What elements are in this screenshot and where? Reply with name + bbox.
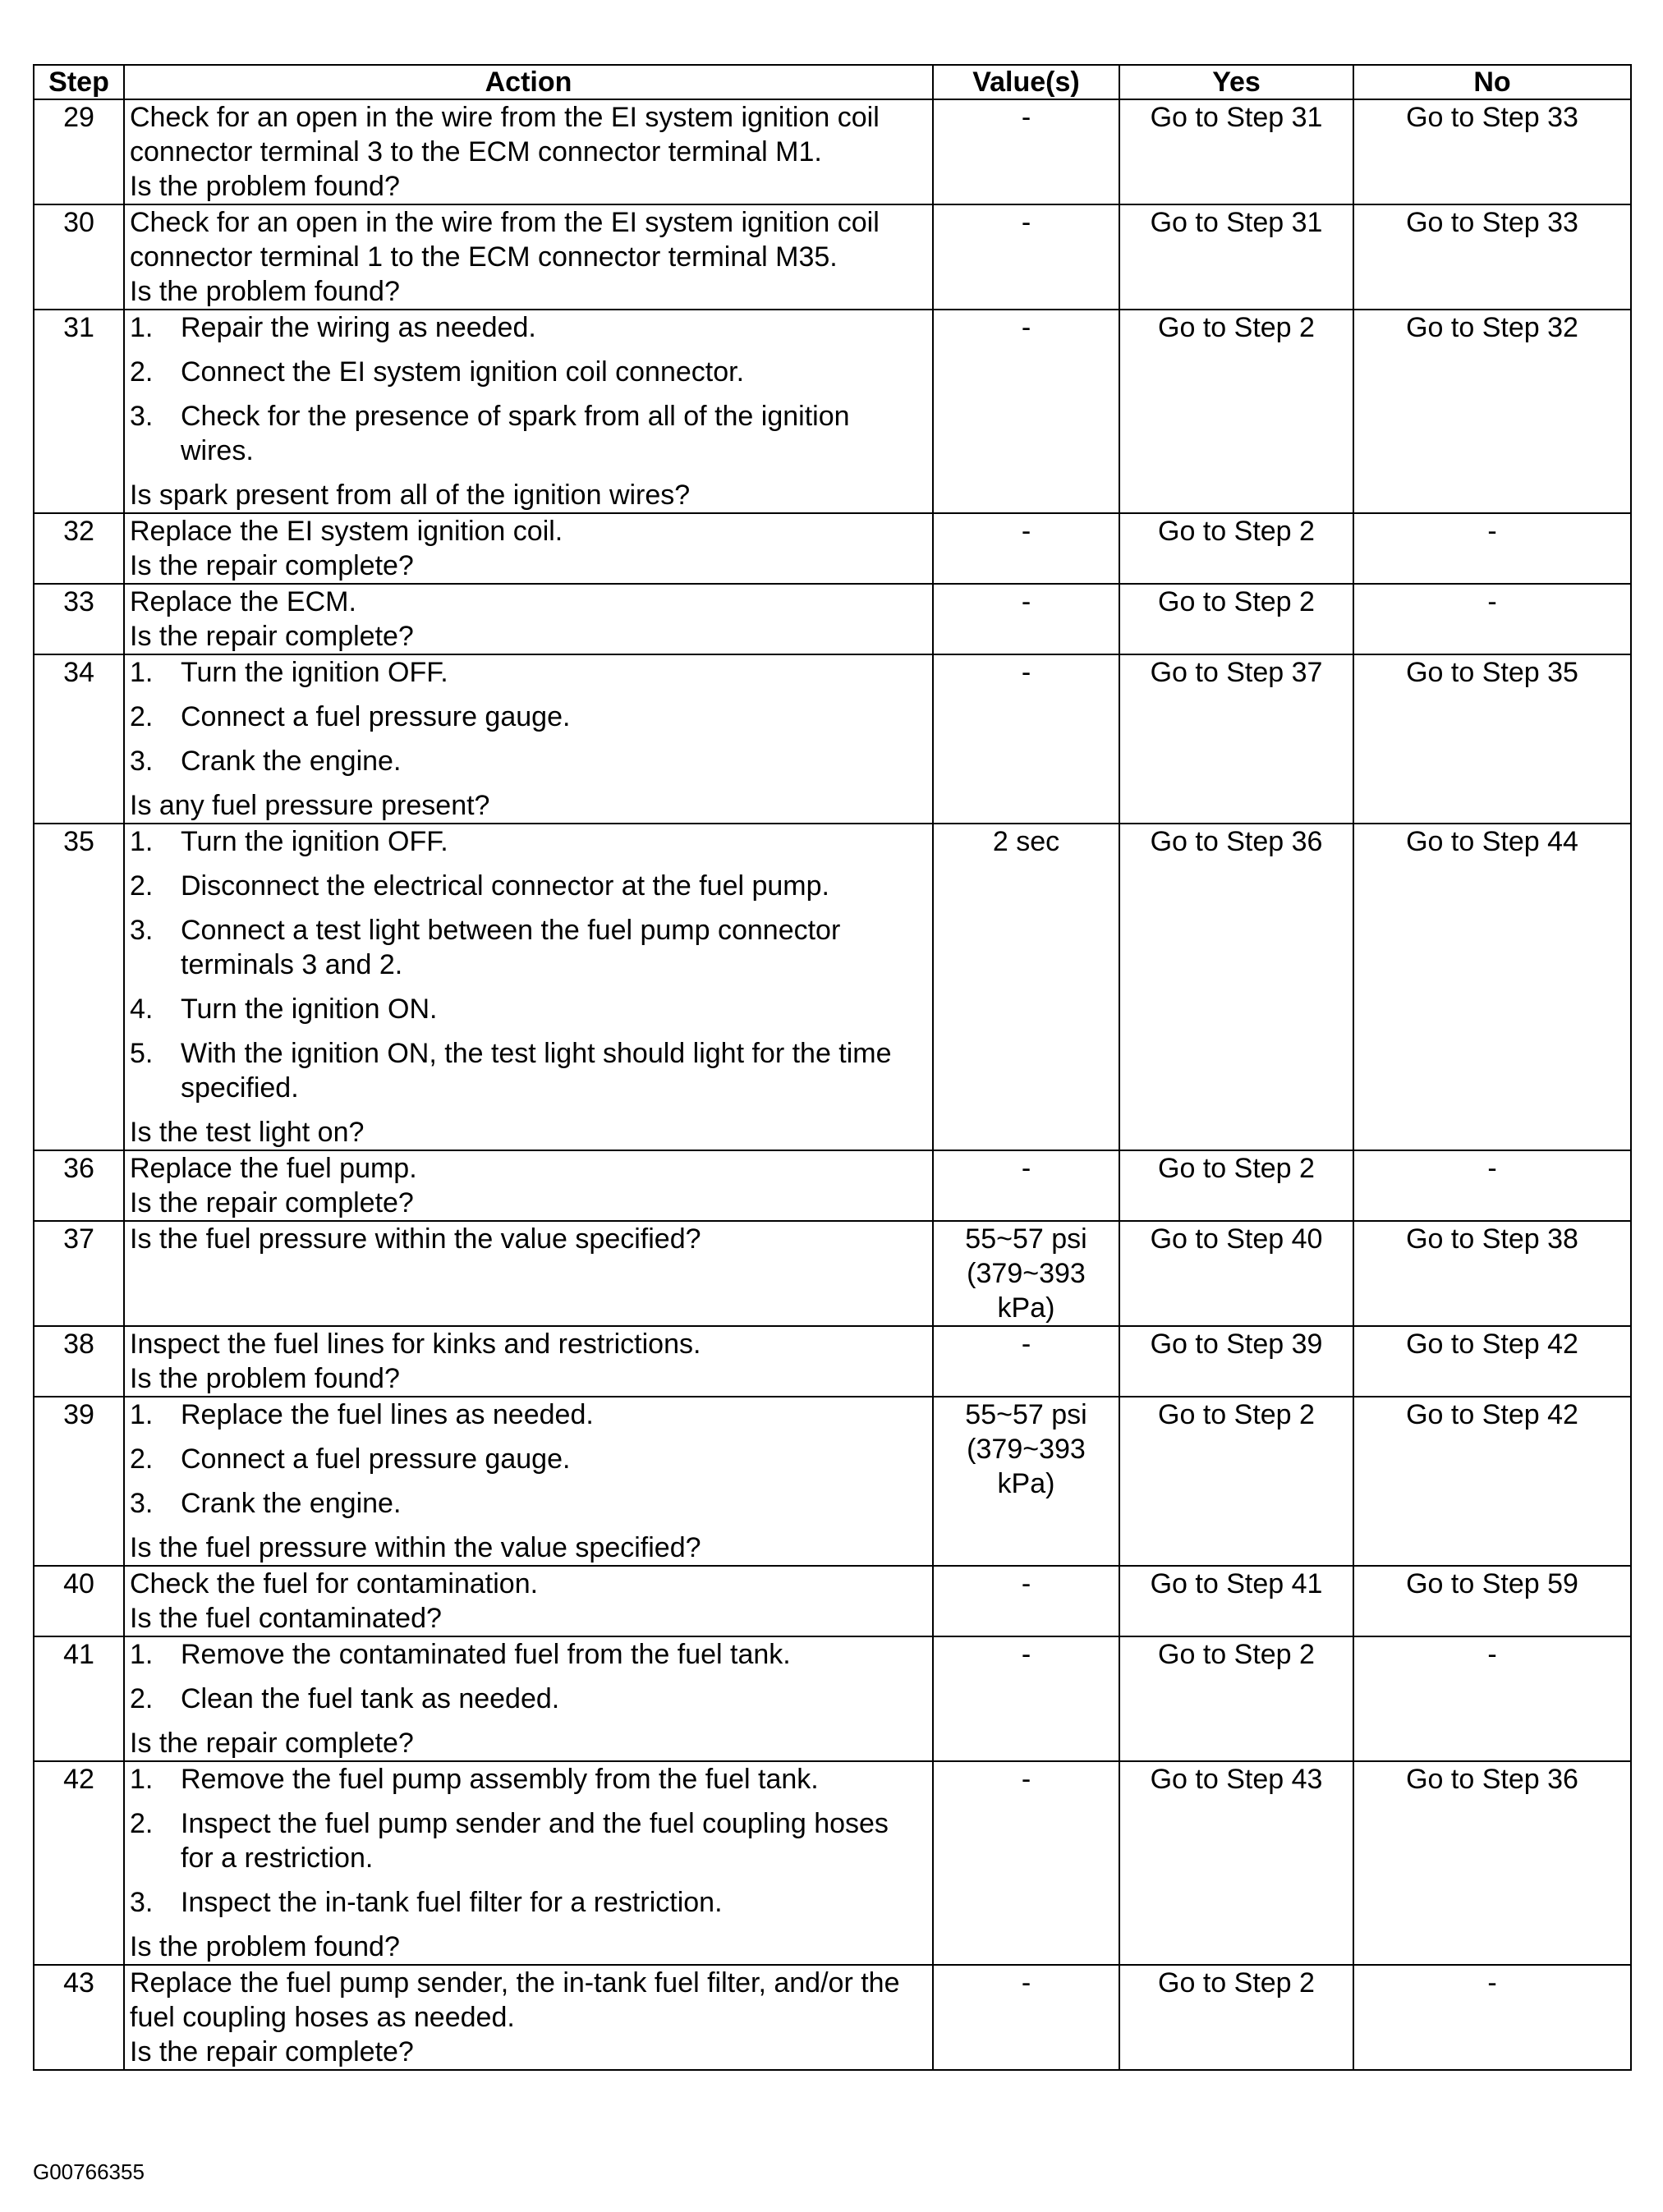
no-cell: - <box>1353 1150 1631 1221</box>
table-row <box>34 99 1631 204</box>
action-cell <box>124 1566 933 1636</box>
value-cell: 2 sec <box>933 824 1119 1150</box>
action-step-item <box>130 824 927 859</box>
action-text: Check for an open in the wire from the EI system ignition coil connector terminal 3 to the ECM connector terminal M1. <box>130 102 880 168</box>
yes-cell: Go to Step 39 <box>1119 1326 1353 1397</box>
no-cell: Go to Step 32 <box>1353 310 1631 513</box>
action-question: Is the fuel contaminated? <box>130 1603 442 1634</box>
table-row <box>34 1965 1631 2070</box>
table-row <box>34 513 1631 584</box>
action-step-item <box>130 1885 927 1920</box>
yes-cell: Go to Step 40 <box>1119 1221 1353 1326</box>
action-cell <box>124 1397 933 1566</box>
action-step-number: 1. <box>130 657 154 688</box>
action-steps-list <box>130 1762 927 1920</box>
value-cell: - <box>933 654 1119 824</box>
action-text: Check for an open in the wire from the EI system ignition coil connector terminal 1 to the ECM connector terminal M35. <box>130 207 880 273</box>
action-steps-list <box>130 1637 927 1716</box>
action-step-number: 2. <box>130 701 154 732</box>
table-row <box>34 310 1631 513</box>
table-row <box>34 824 1631 1150</box>
action-question: Is the repair complete? <box>130 550 414 581</box>
yes-cell: Go to Step 2 <box>1119 1965 1353 2070</box>
action-step-text: Turn the ignition OFF. <box>181 826 448 857</box>
table-row <box>34 1761 1631 1965</box>
action-step-text: Connect a fuel pressure gauge. <box>181 1443 571 1475</box>
action-text: Replace the fuel pump. <box>130 1153 417 1184</box>
yes-cell: Go to Step 2 <box>1119 310 1353 513</box>
action-cell <box>124 654 933 824</box>
step-number: 42 <box>34 1761 124 1965</box>
action-step-item <box>130 1806 927 1875</box>
value-cell: - <box>933 1326 1119 1397</box>
step-number: 43 <box>34 1965 124 2070</box>
value-cell: - <box>933 513 1119 584</box>
action-step-number: 1. <box>130 1639 154 1670</box>
action-step-number: 2. <box>130 356 154 388</box>
step-number: 30 <box>34 204 124 310</box>
action-step-item <box>130 913 927 982</box>
action-cell <box>124 1221 933 1326</box>
action-step-item <box>130 744 927 778</box>
table-row <box>34 1326 1631 1397</box>
no-cell: Go to Step 35 <box>1353 654 1631 824</box>
action-step-number: 3. <box>130 746 154 777</box>
yes-cell: Go to Step 2 <box>1119 1150 1353 1221</box>
no-cell: Go to Step 42 <box>1353 1326 1631 1397</box>
action-step-number: 5. <box>130 1038 154 1069</box>
yes-cell: Go to Step 2 <box>1119 1397 1353 1566</box>
action-text: Is the fuel pressure within the value specified? <box>130 1223 701 1255</box>
header-yes: Yes <box>1119 65 1353 99</box>
action-step-text: Connect the EI system ignition coil connector. <box>181 356 745 388</box>
value-cell: - <box>933 1636 1119 1761</box>
action-step-item <box>130 1762 927 1797</box>
table-row <box>34 1566 1631 1636</box>
action-steps-list <box>130 310 927 468</box>
value-cell: 55~57 psi (379~393 kPa) <box>933 1221 1119 1326</box>
value-cell: 55~57 psi (379~393 kPa) <box>933 1397 1119 1566</box>
action-step-item <box>130 869 927 903</box>
yes-cell: Go to Step 37 <box>1119 654 1353 824</box>
action-step-text: Inspect the in-tank fuel filter for a restriction. <box>181 1887 723 1918</box>
action-step-number: 2. <box>130 1443 154 1475</box>
action-step-text: Replace the fuel lines as needed. <box>181 1399 594 1430</box>
yes-cell: Go to Step 43 <box>1119 1761 1353 1965</box>
table-row <box>34 1221 1631 1326</box>
action-step-item <box>130 700 927 734</box>
action-step-text: Disconnect the electrical connector at the fuel pump. <box>181 870 829 902</box>
action-step-text: Connect a test light between the fuel pump connector terminals 3 and 2. <box>181 915 841 980</box>
action-cell <box>124 1965 933 2070</box>
value-cell: - <box>933 1761 1119 1965</box>
action-question: Is the fuel pressure within the value specified? <box>130 1532 701 1563</box>
action-step-item <box>130 1442 927 1476</box>
header-row <box>34 65 1631 99</box>
step-number: 34 <box>34 654 124 824</box>
action-cell <box>124 1326 933 1397</box>
action-cell <box>124 1636 933 1761</box>
step-number: 36 <box>34 1150 124 1221</box>
action-question: Is the problem found? <box>130 1363 400 1394</box>
yes-cell: Go to Step 36 <box>1119 824 1353 1150</box>
action-text: Check the fuel for contamination. <box>130 1568 539 1599</box>
no-cell: Go to Step 36 <box>1353 1761 1631 1965</box>
action-step-number: 3. <box>130 1488 154 1519</box>
yes-cell: Go to Step 2 <box>1119 1636 1353 1761</box>
action-step-text: Check for the presence of spark from all of the ignition wires. <box>181 401 850 466</box>
action-step-text: Inspect the fuel pump sender and the fuel coupling hoses for a restriction. <box>181 1808 889 1874</box>
action-text: Inspect the fuel lines for kinks and restrictions. <box>130 1329 701 1360</box>
action-step-number: 3. <box>130 1887 154 1918</box>
value-cell: - <box>933 584 1119 654</box>
value-cell: - <box>933 204 1119 310</box>
table-row <box>34 1150 1631 1221</box>
step-number: 40 <box>34 1566 124 1636</box>
action-steps-list <box>130 1397 927 1521</box>
action-step-text: Turn the ignition OFF. <box>181 657 448 688</box>
action-step-number: 1. <box>130 1399 154 1430</box>
action-step-item <box>130 399 927 468</box>
header-no: No <box>1353 65 1631 99</box>
step-number: 29 <box>34 99 124 204</box>
header-values: Value(s) <box>933 65 1119 99</box>
step-number: 37 <box>34 1221 124 1326</box>
table-row <box>34 584 1631 654</box>
action-question: Is the problem found? <box>130 276 400 307</box>
no-cell: Go to Step 59 <box>1353 1566 1631 1636</box>
yes-cell: Go to Step 31 <box>1119 99 1353 204</box>
action-question: Is the problem found? <box>130 171 400 202</box>
value-cell: - <box>933 1150 1119 1221</box>
action-step-item <box>130 1682 927 1716</box>
action-text: Replace the EI system ignition coil. <box>130 516 563 547</box>
no-cell: Go to Step 33 <box>1353 99 1631 204</box>
action-step-text: Crank the engine. <box>181 746 402 777</box>
no-cell: - <box>1353 1636 1631 1761</box>
action-step-number: 2. <box>130 870 154 902</box>
action-cell <box>124 204 933 310</box>
action-step-item <box>130 1036 927 1105</box>
action-step-item <box>130 1486 927 1521</box>
value-cell: - <box>933 310 1119 513</box>
no-cell: - <box>1353 513 1631 584</box>
value-cell: - <box>933 99 1119 204</box>
action-text: Replace the fuel pump sender, the in-tank fuel filter, and/or the fuel coupling hoses as needed. <box>130 1967 900 2033</box>
action-step-number: 1. <box>130 1764 154 1795</box>
header-step: Step <box>34 65 124 99</box>
step-number: 35 <box>34 824 124 1150</box>
action-step-text: Remove the contaminated fuel from the fuel tank. <box>181 1639 791 1670</box>
header-action: Action <box>124 65 933 99</box>
action-step-number: 1. <box>130 826 154 857</box>
action-text: Replace the ECM. <box>130 586 356 617</box>
yes-cell: Go to Step 41 <box>1119 1566 1353 1636</box>
value-cell: - <box>933 1965 1119 2070</box>
yes-cell: Go to Step 2 <box>1119 513 1353 584</box>
action-step-text: Crank the engine. <box>181 1488 402 1519</box>
no-cell: Go to Step 42 <box>1353 1397 1631 1566</box>
action-cell <box>124 1761 933 1965</box>
action-cell <box>124 584 933 654</box>
action-cell <box>124 513 933 584</box>
action-cell <box>124 310 933 513</box>
action-question: Is spark present from all of the ignition wires? <box>130 480 691 511</box>
action-step-number: 3. <box>130 915 154 946</box>
action-steps-list <box>130 824 927 1105</box>
action-question: Is the test light on? <box>130 1117 365 1148</box>
table-row <box>34 654 1631 824</box>
step-number: 39 <box>34 1397 124 1566</box>
action-question: Is the problem found? <box>130 1931 400 1962</box>
action-step-item <box>130 355 927 389</box>
table-row <box>34 1636 1631 1761</box>
action-step-text: With the ignition ON, the test light should light for the time specified. <box>181 1038 892 1104</box>
step-number: 32 <box>34 513 124 584</box>
action-step-item <box>130 992 927 1026</box>
action-step-item <box>130 310 927 345</box>
no-cell: Go to Step 44 <box>1353 824 1631 1150</box>
no-cell: - <box>1353 1965 1631 2070</box>
action-step-number: 4. <box>130 994 154 1025</box>
figure-code: G00766355 <box>33 2159 145 2184</box>
action-step-item <box>130 655 927 690</box>
action-step-item <box>130 1637 927 1672</box>
step-number: 38 <box>34 1326 124 1397</box>
step-number: 33 <box>34 584 124 654</box>
no-cell: Go to Step 33 <box>1353 204 1631 310</box>
action-cell <box>124 824 933 1150</box>
action-question: Is the repair complete? <box>130 1728 414 1759</box>
action-step-text: Repair the wiring as needed. <box>181 312 536 343</box>
no-cell: - <box>1353 584 1631 654</box>
diagnostic-table <box>33 64 1632 2071</box>
yes-cell: Go to Step 2 <box>1119 584 1353 654</box>
table-row <box>34 1397 1631 1566</box>
value-cell: - <box>933 1566 1119 1636</box>
action-step-text: Remove the fuel pump assembly from the fuel tank. <box>181 1764 819 1795</box>
action-step-number: 3. <box>130 401 154 432</box>
action-question: Is the repair complete? <box>130 1187 414 1218</box>
action-step-item <box>130 1397 927 1432</box>
action-cell <box>124 1150 933 1221</box>
action-step-text: Clean the fuel tank as needed. <box>181 1683 560 1714</box>
action-steps-list <box>130 655 927 778</box>
action-question: Is any fuel pressure present? <box>130 790 490 821</box>
step-number: 31 <box>34 310 124 513</box>
step-number: 41 <box>34 1636 124 1761</box>
action-question: Is the repair complete? <box>130 621 414 652</box>
action-step-text: Connect a fuel pressure gauge. <box>181 701 571 732</box>
action-question: Is the repair complete? <box>130 2036 414 2067</box>
action-cell <box>124 99 933 204</box>
table-row <box>34 204 1631 310</box>
no-cell: Go to Step 38 <box>1353 1221 1631 1326</box>
yes-cell: Go to Step 31 <box>1119 204 1353 310</box>
action-step-number: 2. <box>130 1683 154 1714</box>
action-step-number: 2. <box>130 1808 154 1839</box>
action-step-number: 1. <box>130 312 154 343</box>
action-step-text: Turn the ignition ON. <box>181 994 438 1025</box>
